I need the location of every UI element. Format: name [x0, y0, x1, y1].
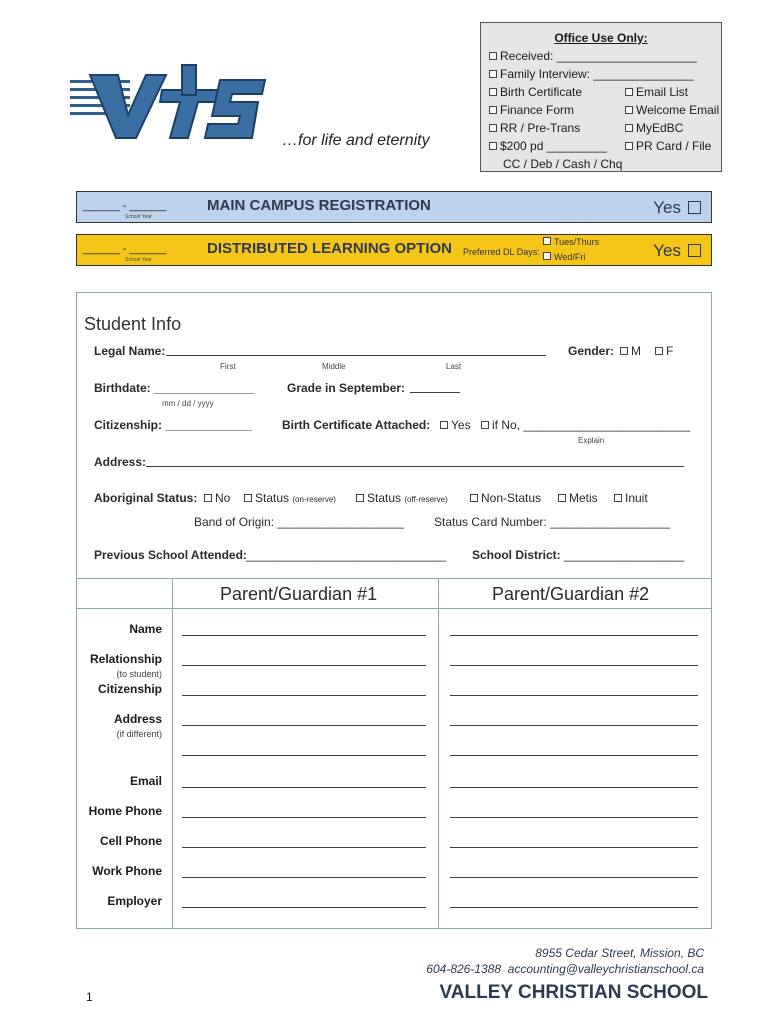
- guardian-1-field[interactable]: [182, 806, 426, 818]
- gender-f[interactable]: F: [655, 344, 673, 358]
- birth-cert-label: Birth Certificate Attached:: [282, 418, 431, 432]
- guardian-1-header: Parent/Guardian #1: [220, 584, 378, 604]
- school-district-label: School District:: [472, 548, 561, 562]
- status-card-field[interactable]: Status Card Number: __________________: [434, 515, 671, 529]
- address-field[interactable]: [146, 455, 684, 467]
- dl-day-tues-thurs[interactable]: Tues/Thurs: [543, 237, 599, 247]
- dl-school-year-caption: School Year: [125, 257, 152, 263]
- date-format-caption: mm / dd / yyyy: [162, 399, 214, 408]
- guardian-table: [76, 578, 712, 928]
- guardian-2-field[interactable]: [450, 806, 698, 818]
- guardian-1-field[interactable]: [182, 654, 426, 666]
- school-district-field[interactable]: __________________: [564, 548, 685, 562]
- guardian-1-field[interactable]: [182, 684, 426, 696]
- preferred-dl-days-label: Preferred DL Days:: [463, 247, 540, 257]
- first-caption: First: [220, 362, 236, 371]
- guardian-row-label: Employer: [107, 894, 162, 908]
- tagline: …for life and eternity: [282, 132, 430, 149]
- office-pr-card[interactable]: PR Card / File: [625, 139, 711, 153]
- footer-street: 8955 Cedar Street, Mission, BC: [535, 946, 704, 960]
- office-received[interactable]: Received: _____________________: [489, 49, 697, 63]
- office-birth-certificate[interactable]: Birth Certificate: [489, 85, 582, 99]
- office-use-box: [480, 22, 722, 172]
- office-family-interview[interactable]: Family Interview: _______________: [489, 67, 693, 81]
- dl-day-wed-fri[interactable]: Wed/Fri: [543, 252, 585, 262]
- office-email-list[interactable]: Email List: [625, 85, 688, 99]
- guardian-row-label: Relationship: [89, 652, 162, 666]
- guardian-row-label: Email: [129, 774, 162, 788]
- guardian-1-field[interactable]: [182, 776, 426, 788]
- guardian-1-field[interactable]: [182, 714, 426, 726]
- aboriginal-status-label: Aboriginal Status:: [94, 491, 198, 505]
- guardian-2-field[interactable]: [450, 866, 698, 878]
- guardian-row-sublabel: (if different): [116, 729, 162, 739]
- legal-name-field[interactable]: [166, 344, 546, 356]
- guardian-2-field[interactable]: [450, 744, 698, 756]
- gender-label: Gender:: [568, 344, 615, 358]
- main-campus-bar: [76, 191, 712, 223]
- guardian-1-field[interactable]: [182, 866, 426, 878]
- band-of-origin-field[interactable]: Band of Origin: ___________________: [194, 515, 405, 529]
- footer-phone: 604-826-1388: [426, 962, 502, 976]
- previous-school-field[interactable]: ______________________________: [246, 548, 447, 562]
- office-payment: CC / Deb / Cash / Chq: [503, 157, 623, 171]
- dl-title: DISTRIBUTED LEARNING OPTION: [207, 240, 453, 257]
- distributed-learning-bar: [76, 234, 712, 266]
- student-info-heading: Student Info: [84, 314, 182, 334]
- office-200-paid[interactable]: $200 pd _________: [489, 139, 607, 153]
- aboriginal-no[interactable]: No: [204, 491, 230, 505]
- main-campus-checkbox[interactable]: [688, 201, 701, 214]
- legal-name-label: Legal Name:: [94, 344, 166, 358]
- footer-contact: [426, 962, 704, 976]
- aboriginal-inuit[interactable]: Inuit: [614, 491, 648, 505]
- guardian-2-header: Parent/Guardian #2: [492, 584, 650, 604]
- office-rr-pretrans[interactable]: RR / Pre-Trans: [489, 121, 580, 135]
- guardian-1-field[interactable]: [182, 836, 426, 848]
- school-year-caption: School Year: [125, 214, 152, 220]
- guardian-row-label: Address: [113, 712, 162, 726]
- office-myedbc[interactable]: MyEdBC: [625, 121, 683, 135]
- office-welcome-email[interactable]: Welcome Email: [625, 103, 719, 117]
- aboriginal-status-off-reserve[interactable]: Status (off-reserve): [356, 491, 448, 505]
- birth-cert-yes[interactable]: Yes: [440, 418, 471, 432]
- guardian-1-field[interactable]: [182, 896, 426, 908]
- guardian-row-label: Home Phone: [88, 804, 162, 818]
- school-logo: [70, 60, 270, 150]
- guardian-row-label: Cell Phone: [99, 834, 162, 848]
- dl-checkbox[interactable]: [688, 244, 701, 257]
- footer-email[interactable]: accounting@valleychristianschool.ca: [507, 962, 704, 976]
- guardian-row-label: Name: [129, 622, 162, 636]
- grade-field[interactable]: [410, 381, 460, 393]
- guardian-2-field[interactable]: [450, 684, 698, 696]
- guardian-2-field[interactable]: [450, 836, 698, 848]
- guardian-2-field[interactable]: [450, 776, 698, 788]
- guardian-2-field[interactable]: [450, 896, 698, 908]
- main-campus-yes: Yes: [653, 198, 681, 217]
- office-finance-form[interactable]: Finance Form: [489, 103, 574, 117]
- school-year-field[interactable]: ______ - ______: [83, 200, 167, 212]
- dl-school-year-field[interactable]: ______ - ______: [83, 243, 167, 255]
- office-title: Office Use Only:: [554, 31, 648, 45]
- aboriginal-metis[interactable]: Metis: [558, 491, 598, 505]
- aboriginal-status-on-reserve[interactable]: Status (on-reserve): [244, 491, 336, 505]
- guardian-2-field[interactable]: [450, 654, 698, 666]
- guardian-2-field[interactable]: [450, 714, 698, 726]
- explain-caption: Explain: [578, 436, 605, 445]
- guardian-2-field[interactable]: [450, 624, 698, 636]
- aboriginal-non-status[interactable]: Non-Status: [470, 491, 541, 505]
- guardian-row-label: Work Phone: [92, 864, 162, 878]
- guardian-1-field[interactable]: [182, 744, 426, 756]
- citizenship-field[interactable]: Citizenship: _____________: [94, 418, 253, 432]
- birthdate-field[interactable]: Birthdate: _______________: [94, 381, 255, 395]
- previous-school-label: Previous School Attended:: [94, 548, 247, 562]
- dl-yes: Yes: [653, 241, 681, 260]
- gender-m[interactable]: M: [620, 344, 641, 358]
- birth-cert-if-no[interactable]: if No, _________________________: [481, 418, 690, 432]
- grade-label: Grade in September:: [287, 381, 406, 395]
- footer-school-name: VALLEY CHRISTIAN SCHOOL: [439, 982, 708, 1003]
- guardian-1-field[interactable]: [182, 624, 426, 636]
- guardian-row-label: Citizenship: [97, 682, 162, 696]
- main-campus-title: MAIN CAMPUS REGISTRATION: [207, 197, 431, 214]
- guardian-row-sublabel: (to student): [116, 669, 162, 679]
- page-number: 1: [86, 990, 93, 1004]
- address-label: Address:: [94, 455, 147, 469]
- last-caption: Last: [446, 362, 462, 371]
- middle-caption: Middle: [322, 362, 346, 371]
